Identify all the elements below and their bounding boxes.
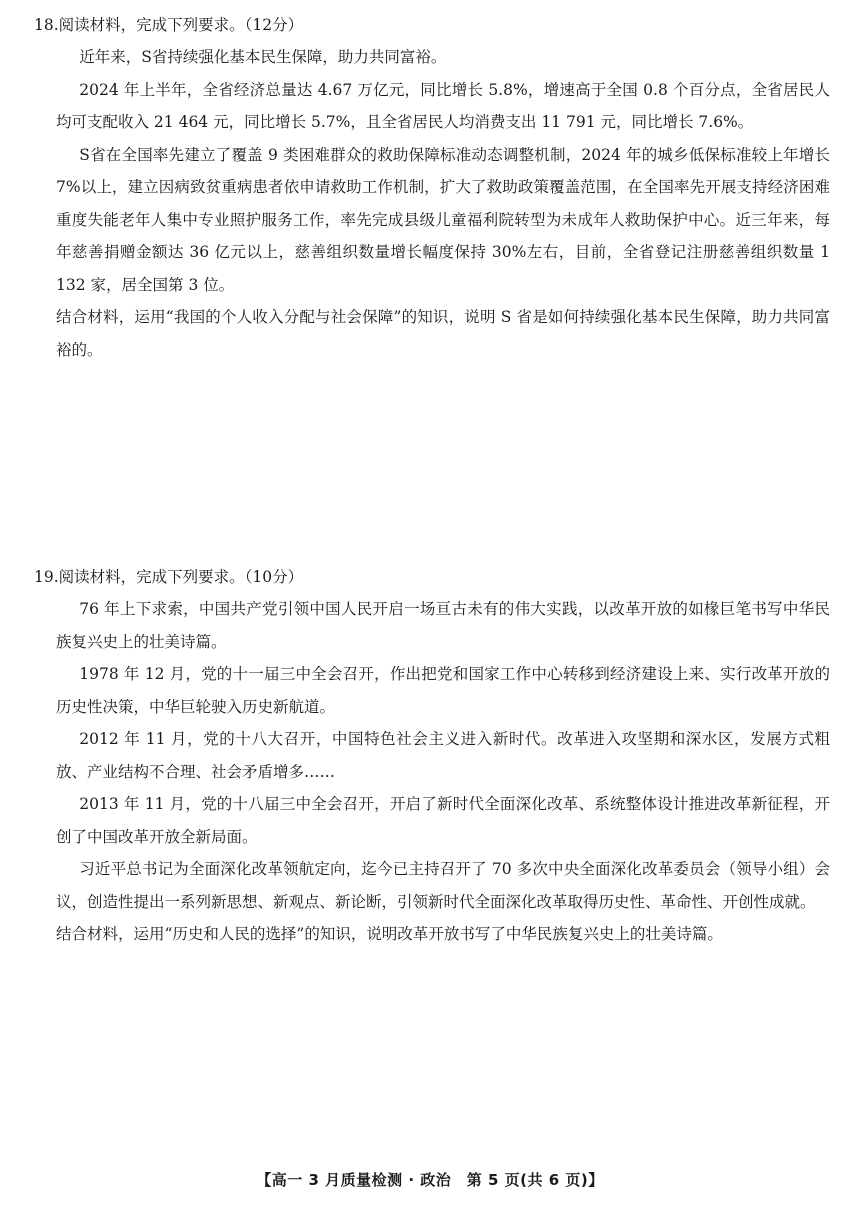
question-18-material-paragraph: 近年来，S省持续强化基本民生保障，助力共同富裕。 xyxy=(79,48,447,66)
question-18-title: 18.阅读材料，完成下列要求。（12分） xyxy=(34,16,304,34)
question-18-material-paragraph: S省在全国率先建立了覆盖 9 类困难群众的救助保障标准动态调整机制，2024 年的城乡低保标准较上年增长 7%以上，建立因病致贫重病患者依申请救助工作机制，扩大了救助政策覆盖范围，在全国率先开展支持经济困难重度失能老年人集中专业照护服务工作，率先完成县级儿童福利院转型为未成年人救助保护中心。近三年来，每年慈善捐赠金额达 36 亿元以上，慈善组织数量增长幅度保持 30%左右，目前，全省登记注册慈善组织数量 1 132 家，居全国第 3 位。 xyxy=(56,145,830,294)
question-18-task: 结合材料，运用“我国的个人收入分配与社会保障”的知识，说明 S 省是如何持续强化基本民生保障，助力共同富裕的。 xyxy=(56,308,830,359)
question-19-task: 结合材料，运用“历史和人民的选择”的知识，说明改革开放书写了中华民族复兴史上的壮美诗篇。 xyxy=(56,925,723,943)
question-19 xyxy=(34,562,830,951)
question-19-material-paragraph: 1978 年 12 月，党的十一届三中全会召开，作出把党和国家工作中心转移到经济建设上来、实行改革开放的历史性决策，中华巨轮驶入历史新航道。 xyxy=(56,665,830,716)
question-19-material-paragraph: 2013 年 11 月，党的十八届三中全会召开，开启了新时代全面深化改革、系统整体设计推进改革新征程，开创了中国改革开放全新局面。 xyxy=(56,795,830,846)
question-19-material-paragraph: 76 年上下求索，中国共产党引领中国人民开启一场亘古未有的伟大实践，以改革开放的如椽巨笔书写中华民族复兴史上的壮美诗篇。 xyxy=(56,600,830,651)
question-18 xyxy=(34,10,830,366)
question-18-material-paragraph: 2024 年上半年，全省经济总量达 4.67 万亿元，同比增长 5.8%，增速高于全国 0.8 个百分点，全省居民人均可支配收入 21 464 元，同比增长 5.7%，且全省居民人均消费支出 11 791 元，同比增长 7.6%。 xyxy=(56,80,830,131)
page-footer: 【高一 3 月质量检测 · 政治 第 5 页(共 6 页)】 xyxy=(256,1171,604,1189)
question-19-material-paragraph: 2012 年 11 月，党的十八大召开，中国特色社会主义进入新时代。改革进入攻坚期和深水区，发展方式粗放、产业结构不合理、社会矛盾增多…… xyxy=(56,730,830,781)
question-19-material-paragraph: 习近平总书记为全面深化改革领航定向，迄今已主持召开了 70 多次中央全面深化改革委员会（领导小组）会议，创造性提出一系列新思想、新观点、新论断，引领新时代全面深化改革取得历史性、革命性、开创性成就。 xyxy=(56,860,830,911)
question-19-title: 19.阅读材料，完成下列要求。（10分） xyxy=(34,568,304,586)
